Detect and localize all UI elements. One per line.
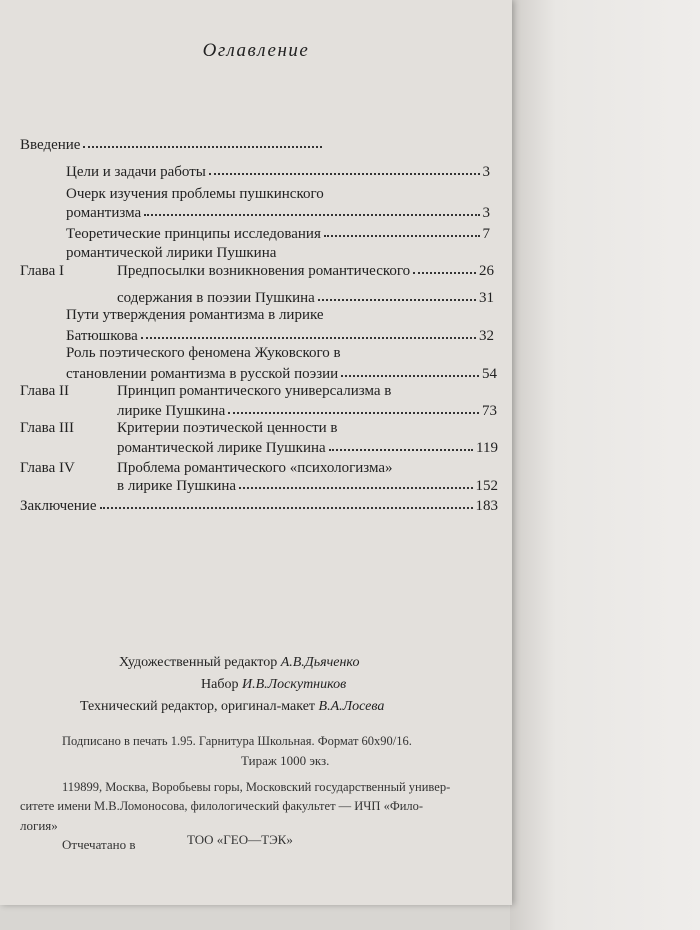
credit-tech-name: В.А.Лосева — [318, 699, 385, 714]
imprint-address-line1: 119899, Москва, Воробьевы горы, Московский государственный универ- — [62, 780, 451, 794]
toc-ch1 — [117, 263, 494, 280]
toc-theory-line2: романтической лирики Пушкина — [66, 245, 277, 261]
toc-conclusion-label: Заключение — [20, 498, 97, 514]
imprint-signed: Подписано в печать 1.95. Гарнитура Школьная. Формат 60х90/16. — [62, 734, 412, 748]
toc-theory-line1: Теоретические принципы исследования — [66, 226, 321, 242]
credit-art-role: Художественный редактор — [119, 655, 278, 670]
toc-role — [66, 366, 497, 383]
toc-role-line2: становлении романтизма в русской поэзии — [66, 366, 339, 382]
dot-leader — [239, 477, 472, 489]
toc-role-line1: Роль поэтического феномена Жуковского в — [66, 345, 341, 361]
imprint-printer: ТОО «ГЕО—ТЭК» — [187, 832, 293, 847]
toc-ch2-line2: лирике Пушкина — [117, 403, 226, 419]
toc-ch1-line2: содержания в поэзии Пушкина — [117, 290, 315, 306]
toc-ch3-line2: романтической лирике Пушкина — [117, 440, 326, 456]
toc-theory — [66, 226, 490, 243]
credit-art-editor — [119, 655, 359, 671]
toc-conclusion-page: 183 — [475, 498, 498, 514]
toc-ch3-line1: Критерии поэтической ценности в — [117, 420, 338, 436]
imprint-address-line2: ситете имени М.В.Ломоносова, филологический факультет — ИЧП «Фило- — [20, 799, 424, 813]
toc-ch4 — [117, 478, 498, 495]
toc-ch2-page: 73 — [482, 403, 497, 419]
toc-goals — [66, 164, 490, 181]
dot-leader — [209, 163, 480, 175]
toc-ch1-line1: Предпосылки возникновения романтического — [117, 263, 411, 279]
dot-leader — [144, 204, 479, 216]
toc-ch4-page: 152 — [475, 478, 498, 494]
toc-goals-page: 3 — [482, 164, 490, 180]
toc-intro-label: Введение — [20, 137, 81, 153]
toc-essay-page: 3 — [482, 205, 490, 221]
credit-tech-editor — [80, 699, 384, 715]
toc-ch3-label: Глава III — [20, 420, 74, 436]
toc-ch4-line1: Проблема романтического «психологизма» — [117, 460, 393, 476]
dot-leader — [413, 262, 476, 274]
credit-art-name: А.В.Дьяченко — [280, 655, 360, 670]
toc-essay-line2: романтизма — [66, 205, 142, 221]
toc-theory-page: 7 — [482, 226, 490, 242]
toc-essay-line1: Очерк изучения проблемы пушкинского — [66, 186, 324, 202]
toc-ch3-page: 119 — [476, 440, 498, 456]
toc-ch4-line2: в лирике Пушкина — [117, 478, 237, 494]
page-bottom-edge — [0, 905, 510, 930]
dot-leader — [324, 225, 480, 237]
credit-typeset-role: Набор — [201, 677, 239, 692]
dot-leader — [228, 402, 479, 414]
toc-ch1-page2: 31 — [479, 290, 494, 306]
facing-page — [508, 0, 700, 930]
toc-paths-page: 32 — [479, 328, 494, 344]
credit-typeset-name: И.В.Лоскутников — [241, 677, 347, 692]
imprint-address-line3: логия» — [20, 818, 58, 833]
toc-ch3 — [117, 440, 498, 457]
dot-leader — [83, 136, 322, 148]
toc-ch1-label: Глава I — [20, 263, 64, 279]
toc-ch1-page1: 26 — [479, 263, 494, 279]
toc-goals-label: Цели и задачи работы — [66, 164, 206, 180]
dot-leader — [318, 289, 476, 301]
dot-leader — [329, 439, 473, 451]
page-title: Оглавление — [202, 40, 310, 61]
toc-ch2 — [117, 403, 497, 420]
toc-conclusion — [20, 498, 498, 515]
toc-essay — [66, 205, 490, 222]
toc-ch2-line1: Принцип романтического универсализма в — [117, 383, 392, 399]
toc-intro — [20, 137, 325, 154]
dot-leader — [341, 365, 479, 377]
imprint-print-run: Тираж 1000 экз. — [241, 753, 330, 768]
credit-tech-role: Технический редактор, оригинал-макет — [80, 699, 316, 714]
toc-ch1-cont — [117, 290, 494, 307]
toc-ch4-label: Глава IV — [20, 460, 75, 476]
imprint-printed-in: Отчечатано в — [62, 837, 136, 852]
toc-paths-line2: Батюшкова — [66, 328, 138, 344]
toc-role-page: 54 — [482, 366, 497, 382]
credit-typesetting — [201, 677, 346, 693]
dot-leader — [100, 497, 473, 509]
toc-ch2-label: Глава II — [20, 383, 69, 399]
dot-leader — [141, 327, 476, 339]
toc-paths — [66, 328, 494, 345]
toc-paths-line1: Пути утверждения романтизма в лирике — [66, 307, 324, 323]
